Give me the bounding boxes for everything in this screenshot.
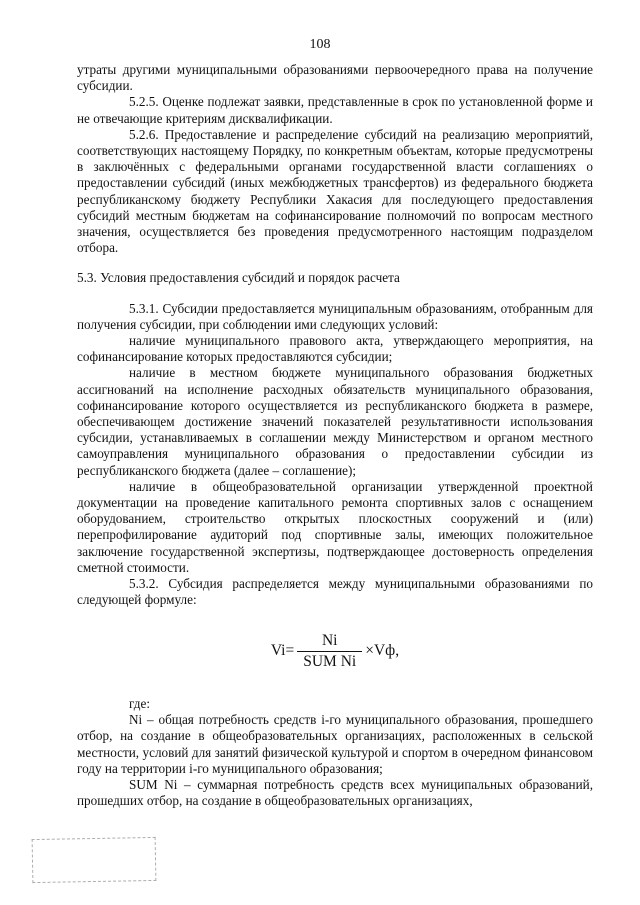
formula-rhs: ×Vф, [365,642,400,660]
formula-numerator: Ni [321,631,338,649]
condition-project-documentation: наличие в общеобразовательной организации утвержденной проектной документации на проведение капитального ремонта спортивных залов с оснащением оборудованием, строительство открытых плоскостных сооружений и (или) перепрофилирование аудиторий под спортивные залы, имеющих положительное заключение государственной экспертизы, подтверждающее достоверность определения сметной стоимости. [77,478,593,575]
formula-fraction [297,633,362,670]
faded-stamp [32,837,157,883]
paragraph-5-3-2: 5.3.2. Субсидия распределяется между муниципальными образованиями по следующей формуле: [77,576,593,608]
section-heading-5-3: 5.3. Условия предоставления субсидий и порядок расчета [77,270,400,286]
distribution-formula [77,633,593,670]
condition-budget-allocations: наличие в местном бюджете муниципального образования бюджетных ассигнований на исполнение расходных обязательств муниципального образования, софинансирование которого осуществляется из республиканского бюджета в размере, обеспечивающем достижение значений показателей результативности использования субсидии, устанавливаемых в соглашении между Министерством и органом местного самоуправления муниципального образования о предоставлении субсидии из республиканского бюджета (далее – соглашение); [77,365,593,478]
paragraph-5-2-5: 5.2.5. Оценке подлежат заявки, представленные в срок по установленной форме и не отвечающие критериям дисквалификации. [77,94,593,126]
formula-denominator: SUM Ni [297,651,362,670]
where-label: где: [129,695,150,711]
definition-sum-ni: SUM Ni – суммарная потребность средств всех муниципальных образований, прошедших отбор, на создание в общеобразовательных организациях, [77,776,593,809]
paragraph-5-2-6: 5.2.6. Предоставление и распределение субсидий на реализацию мероприятий, соответствующих настоящему Порядку, по конкретным объектам, которые предусмотрены в заключённых с федеральными органами государственной власти соглашениях о предоставлении субсидий (иных межбюджетных трансфертов) из федерального бюджета республиканскому бюджету Республики Хакасия для последующего предоставления субсидий местным бюджетам на софинансирование полномочий по вопросам местного значения, осуществляется без проведения предусмотренного настоящим подразделом отбора. [77,126,593,256]
page-number: 108 [309,37,331,52]
document-body [77,62,593,809]
paragraph-5-3-1: 5.3.1. Субсидии предоставляется муниципальным образованиям, отобранным для получения субсидии, при соблюдении ими следующих условий: [77,300,593,332]
paragraph-continuation: утраты другими муниципальными образованиями первоочередного права на получение субсидии. [77,62,593,94]
condition-legal-act: наличие муниципального правового акта, утверждающего мероприятия, на софинансирование которых предоставляются субсидии; [77,333,593,365]
definition-ni: Ni – общая потребность средств i-го муниципального образования, прошедшего отбор, на создание в общеобразовательных организациях, расположенных в сельской местности, условий для занятий физической культурой и спортом в очередном финансовом году на территории i-го муниципального образования; [77,712,593,776]
formula-lhs: Vi= [270,642,295,660]
